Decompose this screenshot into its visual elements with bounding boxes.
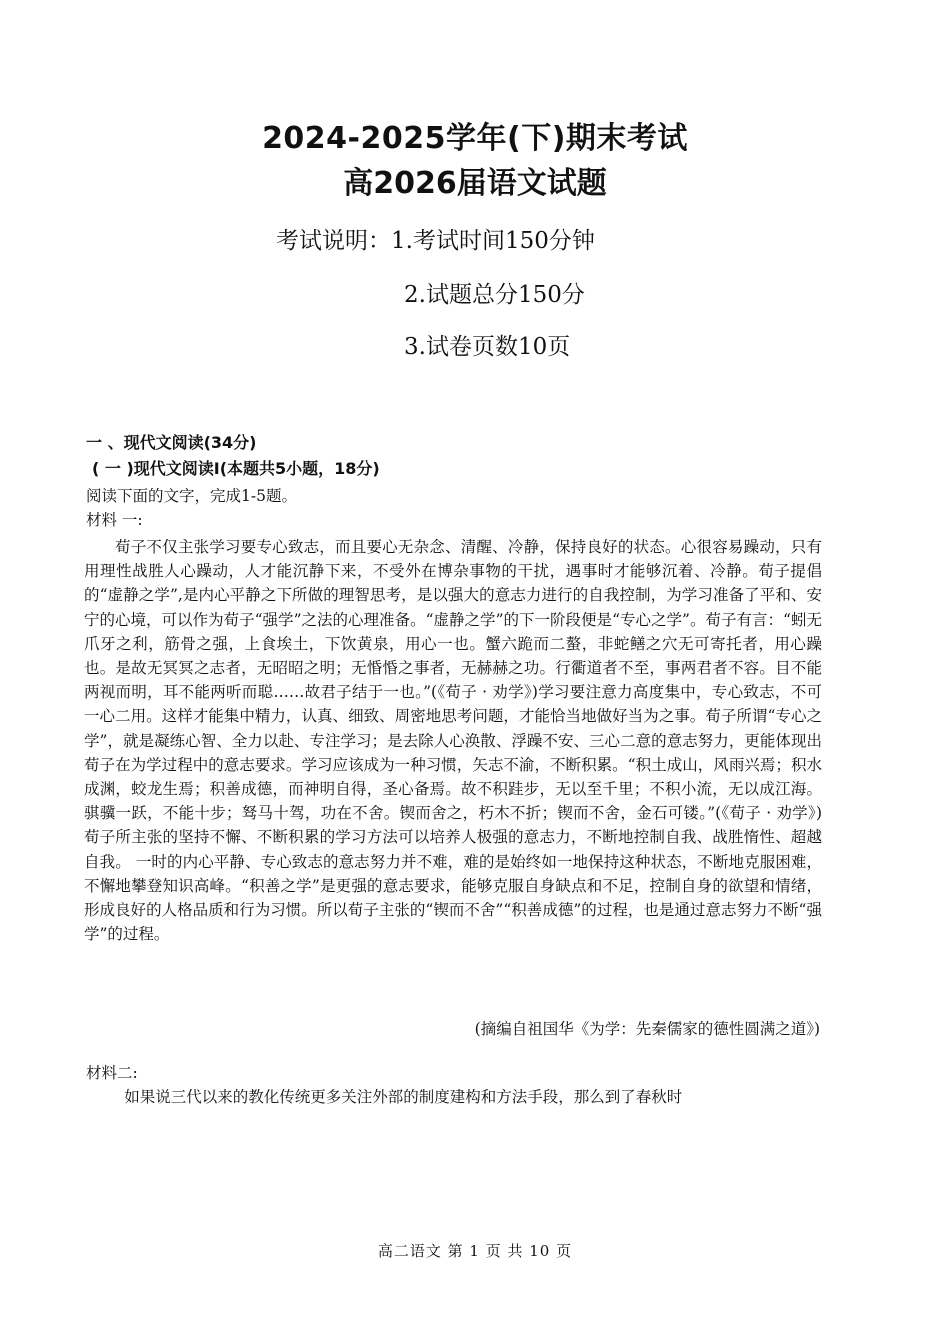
material1-passage — [84, 535, 822, 946]
exam-note-score: 2.试题总分150分 — [404, 282, 585, 308]
exam-note-pages: 3.试卷页数10页 — [404, 334, 571, 360]
exam-note-time: 考试说明：1.考试时间150分钟 — [276, 228, 595, 254]
subsection-heading: ( 一 )现代文阅读Ⅰ(本题共5小题，18分) — [92, 459, 380, 478]
material2-text: 如果说三代以来的教化传统更多关注外部的制度建构和方法手段，那么到了春秋时 — [124, 1088, 683, 1106]
material1-source: (摘编自祖国华《为学：先秦儒家的德性圆满之道》) — [474, 1020, 820, 1038]
page-footer: 高二语文 第 1 页 共 10 页 — [377, 1242, 573, 1260]
material2-passage — [84, 1085, 822, 1109]
material2-label: 材料二: — [86, 1064, 138, 1082]
material1-label: 材料 一: — [86, 511, 143, 529]
reading-instruction: 阅读下面的文字，完成1-5题。 — [86, 487, 297, 505]
exam-subtitle: 高2026届语文试题 — [343, 166, 607, 201]
exam-title: 2024-2025学年(下)期末考试 — [262, 121, 688, 156]
material1-text: 荀子不仅主张学习要专心致志，而且要心无杂念、清醒、冷静，保持良好的状态。心很容易躁动，只有用理性战胜人心躁动，人才能沉静下来，不受外在博杂事物的干扰，遇事时才能够沉着、冷静。荀子提倡的“虚静之学”,是内心平静之下所做的理智思考，是以强大的意志力进行的自我控制，为学习准备了平和、安宁的心境，可以作为荀子“强学”之法的心理准备。“虚静之学”的下一阶段便是“专心之学”。荀子有言：“蚓无爪牙之利，筋骨之强，上食埃土，下饮黄泉，用心一也。蟹六跪而二螯，非蛇鳝之穴无可寄托者，用心躁也。是故无冥冥之志者，无昭昭之明；无惛惛之事者，无赫赫之功。行衢道者不至，事两君者不容。目不能两视而明，耳不能两听而聪……故君子结于一也。”(《荀子 · 劝学》)学习要注意力高度集中，专心致志，不可一心二用。这样才能集中精力，认真、细致、周密地思考问题，才能恰当地做好当为之事。荀子所谓“专心之学”，就是凝练心智、全力以赴、专注学习；是去除人心涣散、浮躁不安、三心二意的意志努力，更能体现出荀子在为学过程中的意志要求。学习应该成为一种习惯，矢志不渝，不断积累。“积土成山，风雨兴焉；积水成渊，蛟龙生焉；积善成德，而神明自得，圣心备焉。故不积跬步，无以至千里；不积小流，无以成江海。骐骥一跃，不能十步；驽马十驾，功在不舍。锲而舍之，朽木不折；锲而不舍，金石可镂。”(《荀子 · 劝学》)荀子所主张的坚持不懈、不断积累的学习方法可以培养人极强的意志力，不断地控制自我、战胜惰性、超越自我。 一时的内心平静、专心致志的意志努力并不难，难的是始终如一地保持这种状态，不断地克服困难，不懈地攀登知识高峰。“积善之学”是更强的意志要求，能够克服自身缺点和不足，控制自身的欲望和情绪，形成良好的人格品质和行为习惯。所以荀子主张的“锲而不舍”“积善成德”的过程，也是通过意志努力不断“强学”的过程。 — [84, 538, 822, 944]
section-heading: 一 、现代文阅读(34分) — [86, 433, 257, 452]
